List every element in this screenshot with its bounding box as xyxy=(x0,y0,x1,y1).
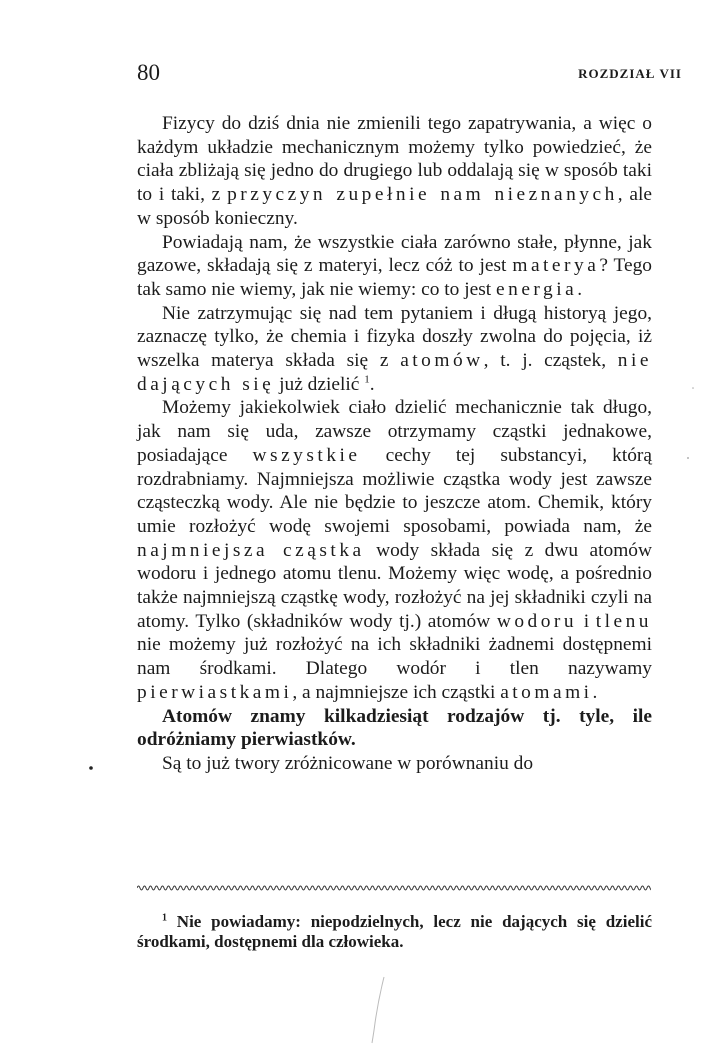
text-run: Nie zatrzymując się nad tem pytaniem i długą historyą jego, zaznaczę tylko, że chemia i fizyka doszły zwolna do pojęcia, iż wszelka materya składa się z xyxy=(137,302,652,372)
body-text xyxy=(137,112,652,776)
text-run: Powiadają nam, że wszystkie ciała zarówno stałe, płynne, jak gazowe, składają się z materyi, lecz cóż to jest xyxy=(137,231,652,277)
spaced-emphasis: atomów xyxy=(400,350,484,372)
text-run: ? Tego tak samo nie wiemy, jak nie wiemy: co to jest xyxy=(137,255,652,300)
text-run: cechy tej substancyi, którą rozdrabniamy. Najmniejsza możliwie cząstka wody jest zawsze cząsteczką wody. Ale nie będzie to jeszcze atom. Chemik, który umie rozłożyć wodę swojemi sposobami, powiada nam, że xyxy=(137,444,652,537)
footnote-marker: 1 xyxy=(364,373,370,386)
text-run: Fizycy do dziś dnia nie zmienili tego zapatrywania, a więc o każdym układzie mechanicznym możemy tylko powiedzieć, że ciała zbliżają się jedno do drugiego lub oddalają się w sposób taki to i taki, z xyxy=(137,113,652,206)
spaced-emphasis: materya xyxy=(512,255,600,277)
paragraph xyxy=(137,112,652,231)
page-number: 80 xyxy=(137,60,160,85)
paragraph xyxy=(137,396,652,704)
footnote-text: Nie powiadamy: niepodzielnych, lecz nie dających się dzielić środkami, dostępnemi dla człowieka. xyxy=(137,912,652,951)
spaced-emphasis: pierwiastkami xyxy=(137,681,293,703)
margin-speck xyxy=(685,455,691,461)
spaced-emphasis: najmniejsza cząstka xyxy=(137,539,365,561)
margin-speck xyxy=(690,385,696,391)
text-run: , t. j. cząstek, xyxy=(483,350,618,372)
paragraph xyxy=(137,231,652,302)
text-run: już dzielić xyxy=(274,373,365,395)
text-run: wody składa się z dwu atomów wodoru i jednego atomu tlenu. Możemy więc wodę, a pośrednio także najmniejszą cząstkę wody, rozłożyć na jej składniki czyli na atomy. Tylko (składników wody tj.) atomów xyxy=(137,539,652,632)
paragraph xyxy=(137,752,652,776)
text-run: , ale w sposób konieczny. xyxy=(137,184,652,229)
text-run: , a najmniejsze ich cząstki xyxy=(292,681,501,703)
text-run: Atomów znamy kilkadziesiąt rodzajów tj. tyle, ile odróżniamy pierwiastków. xyxy=(137,705,652,751)
text-run: Możemy jakiekolwiek ciało dzielić mechanicznie tak długo, jak nam się uda, zawsze otrzymamy cząstki jednakowe, posiadające xyxy=(137,397,652,466)
wavy-rule xyxy=(137,883,651,893)
text-run: . xyxy=(577,278,583,300)
text-run: . xyxy=(592,681,598,703)
text-run: . xyxy=(369,373,375,395)
margin-speck xyxy=(88,765,94,771)
spaced-emphasis: energia xyxy=(496,278,578,300)
spaced-emphasis: wodoru xyxy=(496,610,578,632)
running-head: ROZDZIAŁ VII xyxy=(578,66,682,81)
paragraph xyxy=(137,705,652,752)
spaced-emphasis: nie dających się xyxy=(137,350,652,395)
text-run: i xyxy=(577,610,596,632)
spaced-emphasis: atomami xyxy=(500,681,593,703)
spaced-emphasis: wszystkie xyxy=(252,444,361,466)
footnote-marker: 1 xyxy=(162,912,167,924)
paragraph xyxy=(137,302,652,397)
footnote xyxy=(137,912,652,952)
text-run: Są to już twory zróżnicowane w porównaniu do xyxy=(162,752,534,774)
pencil-mark xyxy=(368,975,388,1045)
spaced-emphasis: tlenu xyxy=(595,610,652,632)
text-run: nie możemy już rozłożyć na ich składniki żadnemi dostępnemi nam środkami. Dlatego wodór i tlen nazywamy xyxy=(137,634,652,680)
spaced-emphasis: przyczyn zupełnie nam nieznanych xyxy=(227,184,618,206)
